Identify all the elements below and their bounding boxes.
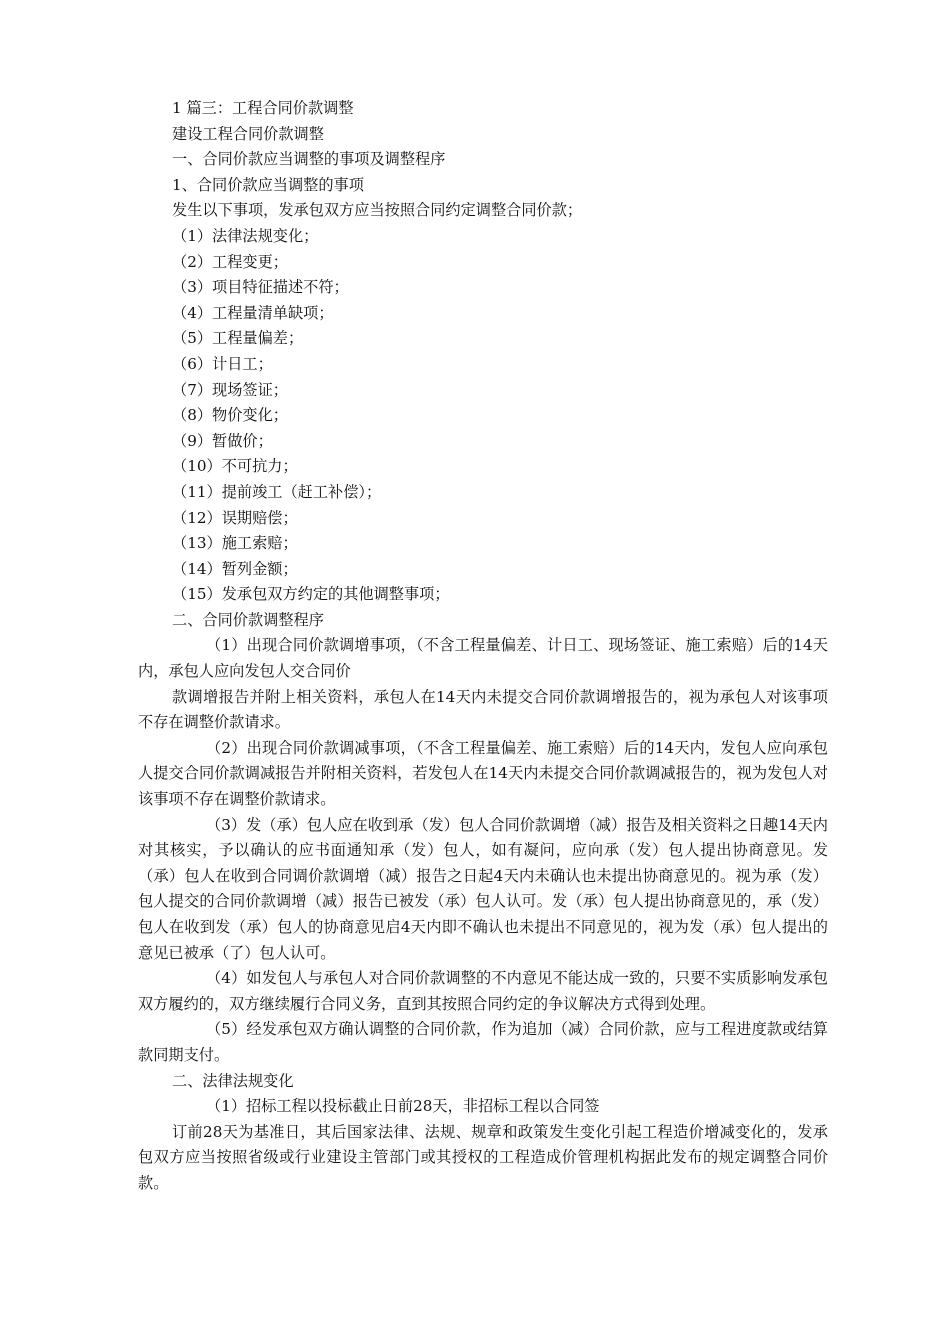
law-paragraph-1b: 订前28天为基准日，其后国家法律、法规、规章和政策发生变化引起工程造价增减变化的，发承包双方应当按照省级或行业建设主管部门或其授权的工程造成价管理机构据此发布的规定调整合同价款。 (138, 1122, 828, 1192)
list-item: （11）提前竣工（赶工补偿）； (172, 482, 382, 501)
section-heading-2: 二、合同价款调整程序 (172, 610, 324, 629)
intro-paragraph: 发生以下事项，发承包双方应当按照合同约定调整合同价款； (172, 201, 583, 220)
list-item: （2）工程变更； (172, 252, 288, 271)
list-item: （14）暂列金额； (172, 559, 298, 578)
section-subheading-1-1: 1、合同价款应当调整的事项 (172, 175, 364, 194)
list-item: （10）不可抗力； (172, 457, 298, 476)
document-subtitle: 建设工程合同价款调整 (172, 124, 324, 143)
document-title: 1 篇三：工程合同价款调整 (172, 99, 354, 117)
section-heading-1: 一、合同价款应当调整的事项及调整程序 (172, 150, 446, 169)
procedure-paragraph-3: （3）发（承）包人应在收到承（发）包人合同价款调增（减）报告及相关资料之日趣14天内对其核实，予以确认的应书面通知承（发）包人，如有凝问，应向承（发）包人提出协商意见。发（承）包人在收到合同调价款调增（减）报告之日起4天内未确认也未提出协商意见的。视为承（发）包人提交的合同价款调增（减）报告已被发（承）包人认可。发（承）包人提出协商意见的，承（发）包人在收到发（承）包人的协商意见启4天内即不确认也未提出不同意见的，视为发（承）包人提出的意见已被承（了）包人认可。 (138, 815, 828, 962)
list-item: （8）物价变化； (172, 406, 288, 425)
list-item: （1）法律法规变化； (172, 226, 319, 245)
list-item: （3）项目特征描述不符； (172, 278, 349, 297)
list-item: （4）工程量清单缺项； (172, 303, 334, 322)
procedure-paragraph-2: （2）出现合同价款调减事项，（不含工程量偏差、施工索赔）后的14天内，发包人应向承包人提交合同价款调减报告并附相关资料，若发包人在14天内未提交合同价款调减报告的，视为发包人对该事项不存在调整价款请求。 (138, 738, 828, 809)
list-item: （12）误期赔偿； (172, 508, 298, 527)
procedure-paragraph-1a: （1）出现合同价款调增事项，（不含工程量偏差、计日工、现场签证、施工索赔）后的14天内，承包人应向发包人交合同价 (138, 636, 828, 681)
law-paragraph-1a: （1）招标工程以投标截止日前28天，非招标工程以合同签 (206, 1097, 600, 1116)
document-page (138, 96, 828, 1197)
procedure-paragraph-1b: 款调增报告并附上相关资料，承包人在14天内未提交合同价款调增报告的，视为承包人对该事项不存在调整价款请求。 (138, 687, 828, 732)
section-heading-3: 二、法律法规变化 (172, 1071, 294, 1090)
procedure-paragraph-5: （5）经发承包双方确认调整的合同价款，作为追加（减）合同价款，应与工程进度款或结算款同期支付。 (138, 1020, 828, 1064)
list-item: （7）现场签证； (172, 380, 288, 399)
procedure-paragraph-4: （4）如发包人与承包人对合同价款调整的不内意见不能达成一致的，只要不实质影响发承包双方履约的，双方继续履行合同义务，直到其按照合同约定的争议解决方式得到处理。 (138, 969, 828, 1013)
list-item: （13）施工索赔； (172, 534, 298, 553)
list-item: （15）发承包双方约定的其他调整事项； (172, 585, 450, 604)
list-item: （5）工程量偏差； (172, 329, 304, 348)
adjustment-item-list (138, 224, 828, 608)
list-item: （9）暂做价； (172, 431, 273, 450)
list-item: （6）计日工； (172, 354, 273, 373)
